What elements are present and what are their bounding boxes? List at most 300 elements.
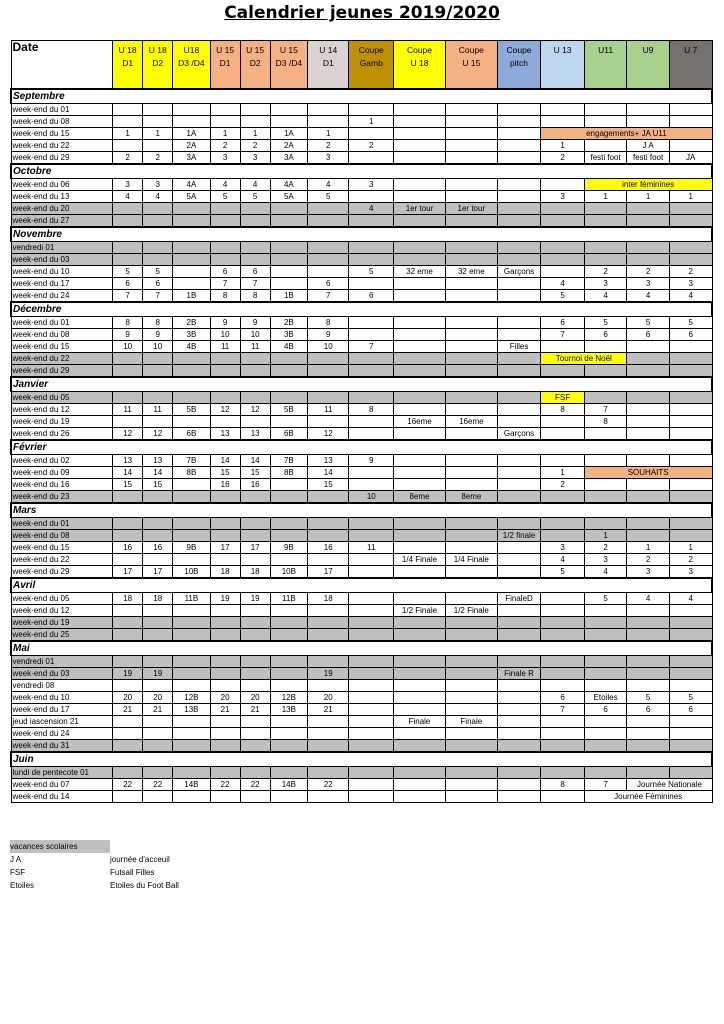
legend-value: Etoiles du Foot Ball xyxy=(110,881,179,890)
schedule-cell xyxy=(584,656,627,668)
schedule-cell: 3A xyxy=(270,152,307,165)
schedule-cell xyxy=(394,353,446,365)
schedule-cell xyxy=(394,566,446,579)
schedule-cell xyxy=(270,716,307,728)
schedule-cell: 7 xyxy=(308,290,349,303)
week-row xyxy=(11,617,712,629)
schedule-cell: 21 xyxy=(210,704,240,716)
schedule-cell: festi foot xyxy=(584,152,627,165)
column-header: U 18 D2 xyxy=(143,41,173,90)
schedule-cell: 17 xyxy=(308,566,349,579)
schedule-cell xyxy=(669,491,712,504)
schedule-cell xyxy=(394,542,446,554)
schedule-cell: 4 xyxy=(541,554,585,566)
schedule-cell xyxy=(584,392,627,404)
week-row xyxy=(11,680,712,692)
event-cell: Journée Nationale xyxy=(627,779,712,791)
calendar-table xyxy=(10,40,713,803)
schedule-cell xyxy=(541,791,585,803)
week-label: week-end du 02 xyxy=(11,455,113,467)
month-label: Juin xyxy=(11,752,712,767)
week-row xyxy=(11,656,712,668)
schedule-cell: 17 xyxy=(143,566,173,579)
schedule-cell xyxy=(445,479,497,491)
schedule-cell xyxy=(669,740,712,753)
schedule-cell xyxy=(541,203,585,215)
column-header: Coupe U 18 xyxy=(394,41,446,90)
schedule-cell xyxy=(541,455,585,467)
schedule-cell xyxy=(584,428,627,441)
week-label: week-end du 19 xyxy=(11,617,113,629)
schedule-cell: 11 xyxy=(349,542,394,554)
schedule-cell xyxy=(584,728,627,740)
schedule-cell xyxy=(627,491,670,504)
schedule-cell: 10 xyxy=(349,491,394,504)
date-column-header: Date xyxy=(11,41,113,90)
schedule-cell: 12 xyxy=(210,404,240,416)
week-row xyxy=(11,491,712,504)
schedule-cell xyxy=(270,104,307,116)
schedule-cell xyxy=(394,278,446,290)
schedule-cell: 9 xyxy=(113,329,143,341)
schedule-cell xyxy=(210,668,240,680)
schedule-cell: 1A xyxy=(270,128,307,140)
schedule-cell xyxy=(584,254,627,266)
schedule-cell xyxy=(143,242,173,254)
schedule-cell: 19 xyxy=(143,668,173,680)
schedule-cell xyxy=(270,491,307,504)
schedule-cell: 6B xyxy=(173,428,210,441)
schedule-cell xyxy=(445,278,497,290)
schedule-cell xyxy=(143,728,173,740)
schedule-cell xyxy=(173,680,210,692)
schedule-cell: 1B xyxy=(173,290,210,303)
schedule-cell: 1/2 Finale xyxy=(394,605,446,617)
schedule-cell xyxy=(445,791,497,803)
schedule-cell xyxy=(270,668,307,680)
schedule-cell xyxy=(394,779,446,791)
schedule-cell xyxy=(173,254,210,266)
schedule-cell xyxy=(113,767,143,779)
schedule-cell xyxy=(173,518,210,530)
schedule-cell: 12B xyxy=(173,692,210,704)
schedule-cell xyxy=(394,317,446,329)
week-row xyxy=(11,455,712,467)
schedule-cell xyxy=(497,254,541,266)
schedule-cell: 3 xyxy=(308,152,349,165)
schedule-cell xyxy=(394,791,446,803)
schedule-cell: 5 xyxy=(669,317,712,329)
week-label: lundi de pentecote 01 xyxy=(11,767,113,779)
schedule-cell: 5 xyxy=(240,191,270,203)
schedule-cell xyxy=(349,656,394,668)
week-label: week-end du 19 xyxy=(11,416,113,428)
schedule-cell xyxy=(394,740,446,753)
schedule-cell xyxy=(240,791,270,803)
schedule-cell xyxy=(445,392,497,404)
month-row xyxy=(11,227,712,242)
column-header: U11 xyxy=(584,41,627,90)
schedule-cell xyxy=(497,467,541,479)
schedule-cell: 2 xyxy=(584,266,627,278)
schedule-cell xyxy=(445,329,497,341)
schedule-cell xyxy=(113,416,143,428)
schedule-cell xyxy=(113,728,143,740)
schedule-cell xyxy=(445,617,497,629)
schedule-cell: 21 xyxy=(113,704,143,716)
schedule-cell xyxy=(173,530,210,542)
schedule-cell xyxy=(240,656,270,668)
schedule-cell: 19 xyxy=(240,593,270,605)
schedule-cell: 12B xyxy=(270,692,307,704)
schedule-cell: 4 xyxy=(143,191,173,203)
schedule-cell: festi foot xyxy=(627,152,670,165)
schedule-cell xyxy=(270,254,307,266)
column-header: U 13 xyxy=(541,41,585,90)
schedule-cell xyxy=(669,140,712,152)
schedule-cell: 8eme xyxy=(394,491,446,504)
week-label: week-end du 22 xyxy=(11,554,113,566)
schedule-cell xyxy=(143,791,173,803)
week-label: week-end du 01 xyxy=(11,317,113,329)
schedule-cell: 6 xyxy=(240,266,270,278)
schedule-cell xyxy=(308,605,349,617)
schedule-cell: 2A xyxy=(173,140,210,152)
schedule-cell: 8 xyxy=(210,290,240,303)
schedule-cell: 3 xyxy=(584,554,627,566)
schedule-cell xyxy=(240,680,270,692)
week-row xyxy=(11,629,712,642)
week-row xyxy=(11,179,712,191)
schedule-cell xyxy=(143,617,173,629)
schedule-cell xyxy=(497,791,541,803)
schedule-cell xyxy=(627,416,670,428)
schedule-cell xyxy=(669,104,712,116)
schedule-cell: 14B xyxy=(173,779,210,791)
schedule-cell xyxy=(497,104,541,116)
schedule-cell: 32 eme xyxy=(394,266,446,278)
schedule-cell xyxy=(394,530,446,542)
schedule-cell xyxy=(445,179,497,191)
schedule-cell: 5A xyxy=(173,191,210,203)
month-row xyxy=(11,164,712,179)
schedule-cell xyxy=(497,479,541,491)
schedule-cell xyxy=(349,278,394,290)
schedule-cell xyxy=(627,716,670,728)
schedule-cell xyxy=(349,317,394,329)
week-label: week-end du 08 xyxy=(11,116,113,128)
schedule-cell: 15 xyxy=(113,479,143,491)
schedule-cell xyxy=(308,242,349,254)
schedule-cell xyxy=(173,716,210,728)
schedule-cell xyxy=(173,215,210,228)
schedule-cell xyxy=(308,554,349,566)
schedule-cell: 12 xyxy=(143,428,173,441)
schedule-cell xyxy=(349,428,394,441)
schedule-cell: 20 xyxy=(240,692,270,704)
schedule-cell: 4A xyxy=(173,179,210,191)
schedule-cell xyxy=(143,353,173,365)
schedule-cell xyxy=(445,668,497,680)
schedule-cell: J A xyxy=(627,140,670,152)
schedule-cell: 1 xyxy=(669,191,712,203)
schedule-cell xyxy=(240,668,270,680)
schedule-cell xyxy=(349,479,394,491)
schedule-cell xyxy=(349,704,394,716)
schedule-cell xyxy=(394,128,446,140)
week-row xyxy=(11,767,712,779)
schedule-cell xyxy=(394,365,446,378)
schedule-cell xyxy=(143,254,173,266)
schedule-cell xyxy=(113,554,143,566)
month-row xyxy=(11,302,712,317)
week-label: week-end du 08 xyxy=(11,329,113,341)
column-header: U 18 D1 xyxy=(113,41,143,90)
schedule-cell xyxy=(627,740,670,753)
event-cell: SOUHAITS xyxy=(584,467,712,479)
schedule-cell xyxy=(210,605,240,617)
schedule-cell xyxy=(669,404,712,416)
schedule-cell xyxy=(210,740,240,753)
week-label: week-end du 15 xyxy=(11,542,113,554)
schedule-cell: 4 xyxy=(627,290,670,303)
schedule-cell: 6 xyxy=(113,278,143,290)
schedule-cell xyxy=(270,656,307,668)
schedule-cell: 1/2 finale xyxy=(497,530,541,542)
schedule-cell: 1er tour xyxy=(394,203,446,215)
schedule-cell xyxy=(584,617,627,629)
schedule-cell xyxy=(627,215,670,228)
week-label: week-end du 29 xyxy=(11,365,113,378)
schedule-cell xyxy=(240,716,270,728)
schedule-cell: 12 xyxy=(240,404,270,416)
schedule-cell xyxy=(143,554,173,566)
schedule-cell xyxy=(349,680,394,692)
schedule-cell xyxy=(143,518,173,530)
schedule-cell: 1/2 Finale xyxy=(445,605,497,617)
schedule-cell: 18 xyxy=(210,566,240,579)
schedule-cell: 14 xyxy=(143,467,173,479)
week-row xyxy=(11,593,712,605)
schedule-cell: 4 xyxy=(584,290,627,303)
schedule-cell xyxy=(584,668,627,680)
week-label: week-end du 12 xyxy=(11,605,113,617)
schedule-cell xyxy=(308,629,349,642)
week-label: vendredi 08 xyxy=(11,680,113,692)
schedule-cell xyxy=(394,404,446,416)
schedule-cell xyxy=(584,215,627,228)
schedule-cell xyxy=(497,353,541,365)
legend-item xyxy=(10,840,179,853)
schedule-cell: 8 xyxy=(349,404,394,416)
week-label: week-end du 12 xyxy=(11,404,113,416)
schedule-cell xyxy=(541,740,585,753)
schedule-cell xyxy=(541,605,585,617)
schedule-cell xyxy=(113,740,143,753)
schedule-cell xyxy=(349,518,394,530)
schedule-cell: 4A xyxy=(270,179,307,191)
schedule-cell xyxy=(270,416,307,428)
schedule-cell: 1A xyxy=(173,128,210,140)
schedule-cell xyxy=(669,242,712,254)
schedule-cell xyxy=(308,767,349,779)
schedule-cell: 12 xyxy=(308,428,349,441)
schedule-cell: Etoiles xyxy=(584,692,627,704)
schedule-cell xyxy=(627,518,670,530)
schedule-cell: 8 xyxy=(240,290,270,303)
schedule-cell: 9 xyxy=(308,329,349,341)
schedule-cell xyxy=(541,254,585,266)
schedule-cell xyxy=(143,716,173,728)
schedule-cell xyxy=(445,566,497,579)
schedule-cell xyxy=(584,518,627,530)
schedule-cell: 3 xyxy=(584,278,627,290)
schedule-cell: 1 xyxy=(113,128,143,140)
legend-value: Futsall Filles xyxy=(110,868,155,877)
schedule-cell: 2 xyxy=(210,140,240,152)
week-row xyxy=(11,242,712,254)
schedule-cell xyxy=(349,467,394,479)
schedule-cell xyxy=(497,728,541,740)
schedule-cell xyxy=(669,656,712,668)
week-label: week-end du 31 xyxy=(11,740,113,753)
schedule-cell: 1 xyxy=(584,191,627,203)
week-label: week-end du 25 xyxy=(11,629,113,642)
schedule-cell xyxy=(669,392,712,404)
month-row xyxy=(11,752,712,767)
week-label: week-end du 24 xyxy=(11,728,113,740)
week-row xyxy=(11,329,712,341)
schedule-cell xyxy=(240,629,270,642)
schedule-cell: 8B xyxy=(173,467,210,479)
schedule-cell xyxy=(627,365,670,378)
schedule-cell xyxy=(394,392,446,404)
month-label: Novembre xyxy=(11,227,712,242)
schedule-cell xyxy=(210,656,240,668)
schedule-cell xyxy=(143,656,173,668)
schedule-cell xyxy=(210,365,240,378)
schedule-cell: Finale xyxy=(445,716,497,728)
schedule-cell xyxy=(349,152,394,165)
schedule-cell xyxy=(173,479,210,491)
schedule-cell: 8 xyxy=(143,317,173,329)
schedule-cell xyxy=(541,179,585,191)
schedule-cell xyxy=(669,116,712,128)
schedule-cell: 11 xyxy=(210,341,240,353)
schedule-cell xyxy=(143,104,173,116)
column-header: Coupe Gamb xyxy=(349,41,394,90)
schedule-cell xyxy=(349,353,394,365)
schedule-cell: 10 xyxy=(143,341,173,353)
schedule-cell xyxy=(349,416,394,428)
schedule-cell xyxy=(627,404,670,416)
schedule-cell: 8B xyxy=(270,467,307,479)
schedule-cell xyxy=(541,530,585,542)
schedule-cell: 4 xyxy=(541,278,585,290)
schedule-cell xyxy=(394,191,446,203)
schedule-cell xyxy=(497,179,541,191)
schedule-cell: 4 xyxy=(669,290,712,303)
schedule-cell xyxy=(270,554,307,566)
schedule-cell: Finale xyxy=(394,716,446,728)
schedule-cell xyxy=(394,242,446,254)
schedule-cell xyxy=(173,365,210,378)
schedule-cell xyxy=(113,353,143,365)
schedule-cell: 3A xyxy=(173,152,210,165)
schedule-cell xyxy=(584,740,627,753)
schedule-cell xyxy=(240,605,270,617)
schedule-cell: 16eme xyxy=(445,416,497,428)
schedule-cell xyxy=(143,416,173,428)
schedule-cell xyxy=(445,353,497,365)
schedule-cell: 15 xyxy=(240,467,270,479)
schedule-cell: 5 xyxy=(627,692,670,704)
schedule-cell xyxy=(210,617,240,629)
schedule-cell: 5B xyxy=(173,404,210,416)
schedule-cell: 7 xyxy=(240,278,270,290)
schedule-cell xyxy=(497,191,541,203)
schedule-cell: 2 xyxy=(541,152,585,165)
schedule-cell xyxy=(308,530,349,542)
schedule-cell xyxy=(669,428,712,441)
schedule-cell xyxy=(349,767,394,779)
week-label: week-end du 24 xyxy=(11,290,113,303)
schedule-cell xyxy=(173,203,210,215)
schedule-cell xyxy=(240,740,270,753)
schedule-cell xyxy=(584,491,627,504)
legend-key: Etoiles xyxy=(10,881,35,890)
schedule-cell xyxy=(627,341,670,353)
schedule-cell xyxy=(240,617,270,629)
schedule-cell: 13B xyxy=(173,704,210,716)
schedule-cell xyxy=(173,116,210,128)
schedule-cell xyxy=(308,254,349,266)
schedule-cell xyxy=(308,266,349,278)
schedule-cell xyxy=(240,365,270,378)
schedule-cell xyxy=(541,116,585,128)
schedule-cell: Finale R xyxy=(497,668,541,680)
month-label: Janvier xyxy=(11,377,712,392)
event-cell: inter féminines xyxy=(584,179,712,191)
schedule-cell: 2A xyxy=(270,140,307,152)
schedule-cell xyxy=(143,629,173,642)
week-row xyxy=(11,215,712,228)
week-label: week-end du 17 xyxy=(11,704,113,716)
schedule-cell xyxy=(210,104,240,116)
week-row xyxy=(11,104,712,116)
schedule-cell xyxy=(394,656,446,668)
schedule-cell xyxy=(210,491,240,504)
schedule-cell xyxy=(627,767,670,779)
week-row xyxy=(11,266,712,278)
schedule-cell xyxy=(270,791,307,803)
schedule-cell: 4 xyxy=(113,191,143,203)
schedule-cell xyxy=(445,242,497,254)
schedule-cell xyxy=(497,491,541,504)
schedule-cell xyxy=(497,116,541,128)
schedule-cell xyxy=(173,656,210,668)
schedule-cell: 15 xyxy=(308,479,349,491)
schedule-cell xyxy=(173,791,210,803)
schedule-cell: 8eme xyxy=(445,491,497,504)
legend-value: journée d'acceuil xyxy=(110,855,170,864)
schedule-cell xyxy=(308,392,349,404)
schedule-cell: 6B xyxy=(270,428,307,441)
event-cell: Journée Féminines xyxy=(584,791,712,803)
schedule-cell xyxy=(445,215,497,228)
week-row xyxy=(11,353,712,365)
schedule-cell xyxy=(113,392,143,404)
